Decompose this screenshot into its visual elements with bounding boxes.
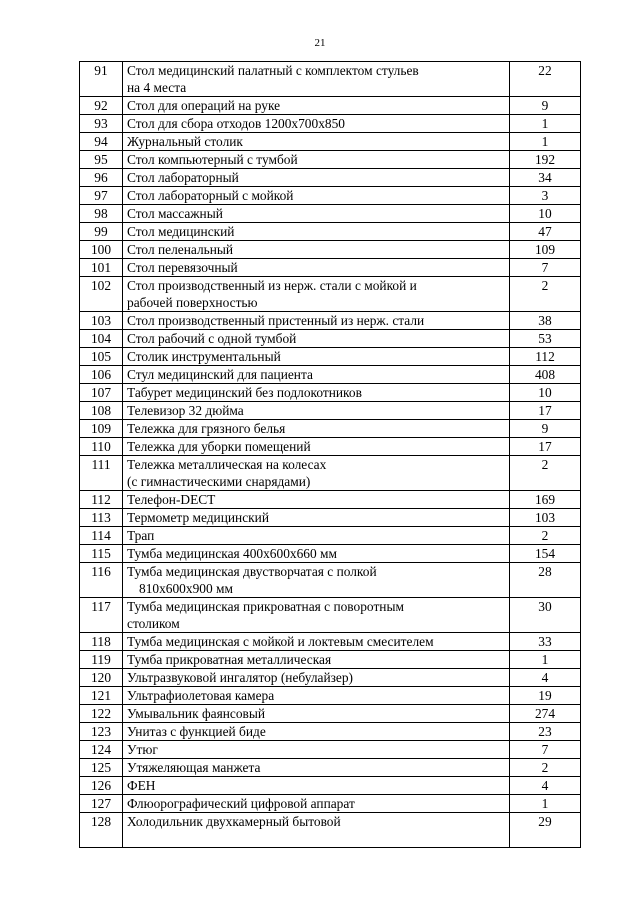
row-number: 100 xyxy=(80,241,123,259)
row-number: 101 xyxy=(80,259,123,277)
row-number: 102 xyxy=(80,277,123,312)
item-name: Стол производственный из нерж. стали с мойкой и xyxy=(127,278,417,293)
item-quantity: 2 xyxy=(510,759,581,777)
item-name-continued: на 4 места xyxy=(127,80,187,95)
item-name-cell xyxy=(123,687,510,705)
item-name-cell xyxy=(123,330,510,348)
item-name-cell xyxy=(123,205,510,223)
table-row xyxy=(80,527,581,545)
row-number: 111 xyxy=(80,456,123,491)
item-name-cell xyxy=(123,759,510,777)
table-row xyxy=(80,169,581,187)
row-number: 122 xyxy=(80,705,123,723)
table-row xyxy=(80,330,581,348)
table-row xyxy=(80,651,581,669)
item-name-cell xyxy=(123,705,510,723)
item-quantity: 169 xyxy=(510,491,581,509)
item-quantity: 7 xyxy=(510,741,581,759)
table-row xyxy=(80,133,581,151)
row-number: 124 xyxy=(80,741,123,759)
item-name-cell xyxy=(123,97,510,115)
item-name: Стол для операций на руке xyxy=(127,98,281,113)
row-number: 123 xyxy=(80,723,123,741)
row-number: 98 xyxy=(80,205,123,223)
table-row xyxy=(80,366,581,384)
row-number: 107 xyxy=(80,384,123,402)
item-quantity: 22 xyxy=(510,62,581,97)
item-name-cell xyxy=(123,651,510,669)
item-name-cell xyxy=(123,169,510,187)
item-name: Столик инструментальный xyxy=(127,349,281,364)
item-quantity: 3 xyxy=(510,187,581,205)
row-number: 121 xyxy=(80,687,123,705)
item-name-continued: 810х600х900 мм xyxy=(139,581,233,596)
table-row xyxy=(80,741,581,759)
table-row xyxy=(80,277,581,312)
table-row xyxy=(80,97,581,115)
item-name-cell xyxy=(123,438,510,456)
item-name-cell xyxy=(123,133,510,151)
item-quantity: 109 xyxy=(510,241,581,259)
item-quantity: 9 xyxy=(510,97,581,115)
item-name-cell xyxy=(123,527,510,545)
table-row xyxy=(80,598,581,633)
item-name: Утяжеляющая манжета xyxy=(127,760,261,775)
item-name-cell xyxy=(123,151,510,169)
row-number: 109 xyxy=(80,420,123,438)
row-number: 112 xyxy=(80,491,123,509)
item-name: Тележка для грязного белья xyxy=(127,421,286,436)
item-quantity: 23 xyxy=(510,723,581,741)
table-row xyxy=(80,115,581,133)
item-quantity: 4 xyxy=(510,669,581,687)
item-name-cell xyxy=(123,669,510,687)
table-row xyxy=(80,687,581,705)
item-name-cell xyxy=(123,366,510,384)
item-quantity: 1 xyxy=(510,651,581,669)
item-name-continued: рабочей поверхностью xyxy=(127,295,258,310)
row-number: 96 xyxy=(80,169,123,187)
item-name-continued: (с гимнастическими снарядами) xyxy=(127,474,311,489)
table-row xyxy=(80,669,581,687)
item-quantity: 10 xyxy=(510,384,581,402)
item-name-cell xyxy=(123,115,510,133)
item-quantity: 19 xyxy=(510,687,581,705)
row-number: 104 xyxy=(80,330,123,348)
page-number: 21 xyxy=(314,37,326,49)
row-number: 108 xyxy=(80,402,123,420)
item-name: Стол пеленальный xyxy=(127,242,234,257)
item-name: Стол лабораторный с мойкой xyxy=(127,188,294,203)
row-number: 118 xyxy=(80,633,123,651)
table-row xyxy=(80,795,581,813)
item-name-cell xyxy=(123,348,510,366)
item-name-cell xyxy=(123,795,510,813)
table-row xyxy=(80,509,581,527)
item-quantity: 192 xyxy=(510,151,581,169)
item-name: Тумба медицинская 400х600х660 мм xyxy=(127,546,337,561)
item-name: ФЕН xyxy=(127,778,156,793)
item-quantity: 29 xyxy=(510,813,581,848)
item-quantity: 34 xyxy=(510,169,581,187)
item-name: Тумба медицинская двустворчатая с полкой xyxy=(127,564,377,579)
item-name-cell xyxy=(123,223,510,241)
item-quantity: 28 xyxy=(510,563,581,598)
row-number: 92 xyxy=(80,97,123,115)
item-quantity: 103 xyxy=(510,509,581,527)
item-name: Журнальный столик xyxy=(127,134,243,149)
item-quantity: 17 xyxy=(510,402,581,420)
item-name: Флюорографический цифровой аппарат xyxy=(127,796,355,811)
item-name: Ультразвуковой ингалятор (небулайзер) xyxy=(127,670,354,685)
table-row xyxy=(80,438,581,456)
item-quantity: 38 xyxy=(510,312,581,330)
item-quantity: 30 xyxy=(510,598,581,633)
item-name-cell xyxy=(123,633,510,651)
item-name-cell xyxy=(123,545,510,563)
item-quantity: 2 xyxy=(510,456,581,491)
item-name-cell xyxy=(123,259,510,277)
table-row xyxy=(80,563,581,598)
table-row xyxy=(80,151,581,169)
table-row xyxy=(80,241,581,259)
table-row xyxy=(80,545,581,563)
item-quantity: 17 xyxy=(510,438,581,456)
item-name: Тележка для уборки помещений xyxy=(127,439,311,454)
row-number: 95 xyxy=(80,151,123,169)
item-name-cell xyxy=(123,277,510,312)
row-number: 128 xyxy=(80,813,123,848)
item-name: Ультрафиолетовая камера xyxy=(127,688,275,703)
row-number: 93 xyxy=(80,115,123,133)
item-quantity: 33 xyxy=(510,633,581,651)
item-name: Стол для сбора отходов 1200х700х850 xyxy=(127,116,345,131)
item-quantity: 1 xyxy=(510,133,581,151)
item-name: Термометр медицинский xyxy=(127,510,269,525)
table-row xyxy=(80,62,581,97)
row-number: 110 xyxy=(80,438,123,456)
item-name: Стол перевязочный xyxy=(127,260,238,275)
item-name: Стол рабочий с одной тумбой xyxy=(127,331,297,346)
row-number: 113 xyxy=(80,509,123,527)
item-name-cell xyxy=(123,813,510,848)
item-name: Стол производственный пристенный из нерж. стали xyxy=(127,313,425,328)
row-number: 105 xyxy=(80,348,123,366)
row-number: 116 xyxy=(80,563,123,598)
row-number: 119 xyxy=(80,651,123,669)
item-name: Стол лабораторный xyxy=(127,170,239,185)
row-number: 125 xyxy=(80,759,123,777)
table-row xyxy=(80,384,581,402)
item-name: Стол медицинский xyxy=(127,224,235,239)
item-name-cell xyxy=(123,402,510,420)
item-name-cell xyxy=(123,384,510,402)
item-name-cell xyxy=(123,62,510,97)
table-row xyxy=(80,705,581,723)
table-row xyxy=(80,723,581,741)
item-quantity: 2 xyxy=(510,277,581,312)
table-row xyxy=(80,348,581,366)
table-row xyxy=(80,223,581,241)
row-number: 94 xyxy=(80,133,123,151)
item-name: Утюг xyxy=(127,742,158,757)
row-number: 117 xyxy=(80,598,123,633)
row-number: 114 xyxy=(80,527,123,545)
item-quantity: 9 xyxy=(510,420,581,438)
item-name-cell xyxy=(123,563,510,598)
table-row xyxy=(80,777,581,795)
item-name: Унитаз с функцией биде xyxy=(127,724,266,739)
item-quantity: 4 xyxy=(510,777,581,795)
row-number: 91 xyxy=(80,62,123,97)
row-number: 99 xyxy=(80,223,123,241)
item-quantity: 408 xyxy=(510,366,581,384)
item-name-cell xyxy=(123,456,510,491)
row-number: 103 xyxy=(80,312,123,330)
item-quantity: 274 xyxy=(510,705,581,723)
item-quantity: 1 xyxy=(510,795,581,813)
item-quantity: 7 xyxy=(510,259,581,277)
table-row xyxy=(80,456,581,491)
item-quantity: 53 xyxy=(510,330,581,348)
row-number: 120 xyxy=(80,669,123,687)
table-row xyxy=(80,312,581,330)
item-name: Телефон-DECT xyxy=(127,492,216,507)
table-row xyxy=(80,402,581,420)
table-row xyxy=(80,205,581,223)
table-row xyxy=(80,187,581,205)
item-quantity: 112 xyxy=(510,348,581,366)
item-name: Стол массажный xyxy=(127,206,223,221)
item-name: Стол компьютерный с тумбой xyxy=(127,152,298,167)
row-number: 126 xyxy=(80,777,123,795)
table-row xyxy=(80,491,581,509)
item-name-cell xyxy=(123,187,510,205)
item-name: Стол медицинский палатный с комплектом стульев xyxy=(127,63,419,78)
item-name-cell xyxy=(123,741,510,759)
item-name-cell xyxy=(123,598,510,633)
table-row xyxy=(80,813,581,848)
item-name: Тумба медицинская с мойкой и локтевым смесителем xyxy=(127,634,434,649)
row-number: 127 xyxy=(80,795,123,813)
item-name: Табурет медицинский без подлокотников xyxy=(127,385,362,400)
item-name-cell xyxy=(123,312,510,330)
equipment-table xyxy=(79,61,581,848)
item-name-cell xyxy=(123,491,510,509)
row-number: 106 xyxy=(80,366,123,384)
table-body xyxy=(80,62,581,848)
item-quantity: 2 xyxy=(510,527,581,545)
table-row xyxy=(80,259,581,277)
item-name: Холодильник двухкамерный бытовой xyxy=(127,814,341,829)
item-name: Трап xyxy=(127,528,155,543)
item-name-cell xyxy=(123,723,510,741)
item-name: Тумба медицинская прикроватная с поворотным xyxy=(127,599,404,614)
item-name-continued: столиком xyxy=(127,616,180,631)
item-quantity: 1 xyxy=(510,115,581,133)
row-number: 97 xyxy=(80,187,123,205)
item-name: Телевизор 32 дюйма xyxy=(127,403,244,418)
item-quantity: 10 xyxy=(510,205,581,223)
item-name-cell xyxy=(123,420,510,438)
item-quantity: 154 xyxy=(510,545,581,563)
table-row xyxy=(80,633,581,651)
row-number: 115 xyxy=(80,545,123,563)
item-name-cell xyxy=(123,241,510,259)
item-name-cell xyxy=(123,777,510,795)
item-name: Стул медицинский для пациента xyxy=(127,367,313,382)
item-name: Тележка металлическая на колесах xyxy=(127,457,327,472)
item-quantity: 47 xyxy=(510,223,581,241)
table-row xyxy=(80,420,581,438)
item-name: Тумба прикроватная металлическая xyxy=(127,652,332,667)
item-name: Умывальник фаянсовый xyxy=(127,706,266,721)
item-name-cell xyxy=(123,509,510,527)
table-row xyxy=(80,759,581,777)
